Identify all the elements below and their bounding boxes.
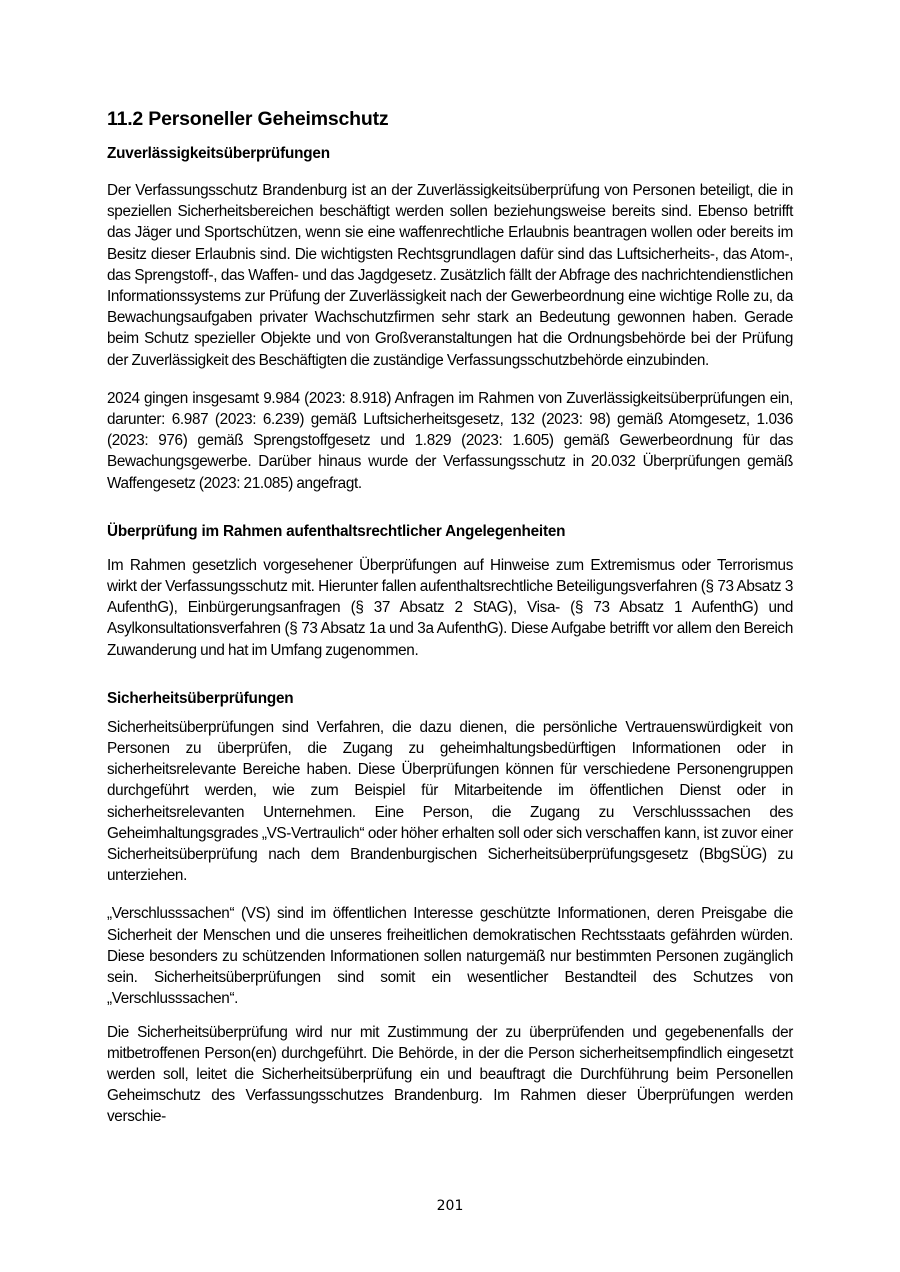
section-title: 11.2 Personeller Geheimschutz [107,108,389,130]
paragraph: 2024 gingen insgesamt 9.984 (2023: 8.918) Anfragen im Rahmen von Zuverlässigkeitsüberprüfungen ein, darunter: 6.987 (2023: 6.239) gemäß Luftsicherheitsgesetz, 132 (2023: 98) gemäß Atomgesetz, 1.036 (2023: 976) gemäß Sprengstoffgesetz und 1.829 (2023: 1.605) gemäß Gewerbeordnung für das Bewachungsgewerbe. Darüber hinaus wurde der Verfassungsschutz in 20.032 Überprüfungen gemäß Waffengesetz (2023: 21.085) angefragt. [107,389,793,492]
paragraph: Die Sicherheitsüberprüfung wird nur mit Zustimmung der zu überprüfenden und gegebenenfalls der mitbetroffenen Person(en) durchgeführt. Die Behörde, in der die Person sicherheitsempfindlich eingesetzt werden soll, leitet die Sicherheitsüberprüfung ein und beauftragt die Durchführung beim Personellen Geheimschutz des Verfassungsschutzes Brandenburg. Im Rahmen dieser Überprüfungen werden verschie- [107,1023,793,1126]
paragraph: Sicherheitsüberprüfungen sind Verfahren, die dazu dienen, die persönliche Vertrauenswürdigkeit von Personen zu überprüfen, die Zugang zu geheimhaltungsbedürftigen Informationen oder in sicherheitsrelevante Bereiche haben. Diese Überprüfungen können für verschiedene Personengruppen durchgeführt werden, wie zum Beispiel für Mitarbeitende im öffentlichen Dienst oder in sicherheitsrelevanten Unternehmen. Eine Person, die Zugang zu Verschlusssachen des Geheimhaltungsgrades „VS-Vertraulich“ oder höher erhalten soll oder sich verschaffen kann, ist zuvor einer Sicherheitsüberprüfung nach dem Brandenburgischen Sicherheitsüberprüfungsgesetz (BbgSÜG) zu unterziehen. [107,718,793,885]
page-content [107,108,793,1128]
subheading-aufenthaltsrecht: Überprüfung im Rahmen aufenthaltsrechtlicher Angelegenheiten [107,522,566,540]
paragraph: Der Verfassungsschutz Brandenburg ist an der Zuverlässigkeitsüberprüfung von Personen beteiligt, die in speziellen Sicherheitsbereichen beschäftigt werden sollen beziehungsweise bereits sind. Ebenso betrifft das Jäger und Sportschützen, wenn sie eine waffenrechtliche Erlaubnis beantragen wollen oder bereits im Besitz dieser Erlaubnis sind. Die wichtigsten Rechtsgrundlagen dafür sind das Luftsicherheits-, das Atom-, das Sprengstoff-, das Waffen- und das Jagdgesetz. Zusätzlich fällt der Abfrage des nachrichtendienstlichen Informationssystems zur Prüfung der Zuverlässigkeit nach der Gewerbeordnung eine wichtige Rolle zu, da Bewachungsaufgaben privater Wachschutzfirmen sehr stark an Bedeutung gewonnen haben. Gerade beim Schutz spezieller Objekte und von Großveranstaltungen hat die Ordnungsbehörde bei der Prüfung der Zuverlässigkeit des Beschäftigten die zuständige Verfassungsschutzbehörde einzubinden. [107,182,793,369]
subheading-sicherheitsueberpruefungen: Sicherheitsüberprüfungen [107,689,294,707]
subheading-zuverlaessigkeit: Zuverlässigkeitsüberprüfungen [107,145,330,162]
page-number: 201 [436,1198,464,1214]
paragraph: Im Rahmen gesetzlich vorgesehener Überprüfungen auf Hinweise zum Extremismus oder Terrorismus wirkt der Verfassungsschutz mit. Hierunter fallen aufenthaltsrechtliche Beteiligungsverfahren (§ 73 Absatz 3 AufenthG), Einbürgerungsanfragen (§ 37 Absatz 2 StAG), Visa- (§ 73 Absatz 1 AufenthG) und Asylkonsultationsverfahren (§ 73 Absatz 1a und 3a AufenthG). Diese Aufgabe betrifft vor allem den Bereich Zuwanderung und hat im Umfang zugenommen. [107,556,793,659]
paragraph: „Verschlusssachen“ (VS) sind im öffentlichen Interesse geschützte Informationen, deren Preisgabe die Sicherheit der Menschen und die unseres freiheitlichen demokratischen Rechtsstaats gefährden würden. Diese besonders zu schützenden Informationen sollen naturgemäß nur bestimmten Personen zugänglich sein. Sicherheitsüberprüfungen sind somit ein wesentlicher Bestandteil des Schutzes von „Verschlusssachen“. [107,905,793,1008]
